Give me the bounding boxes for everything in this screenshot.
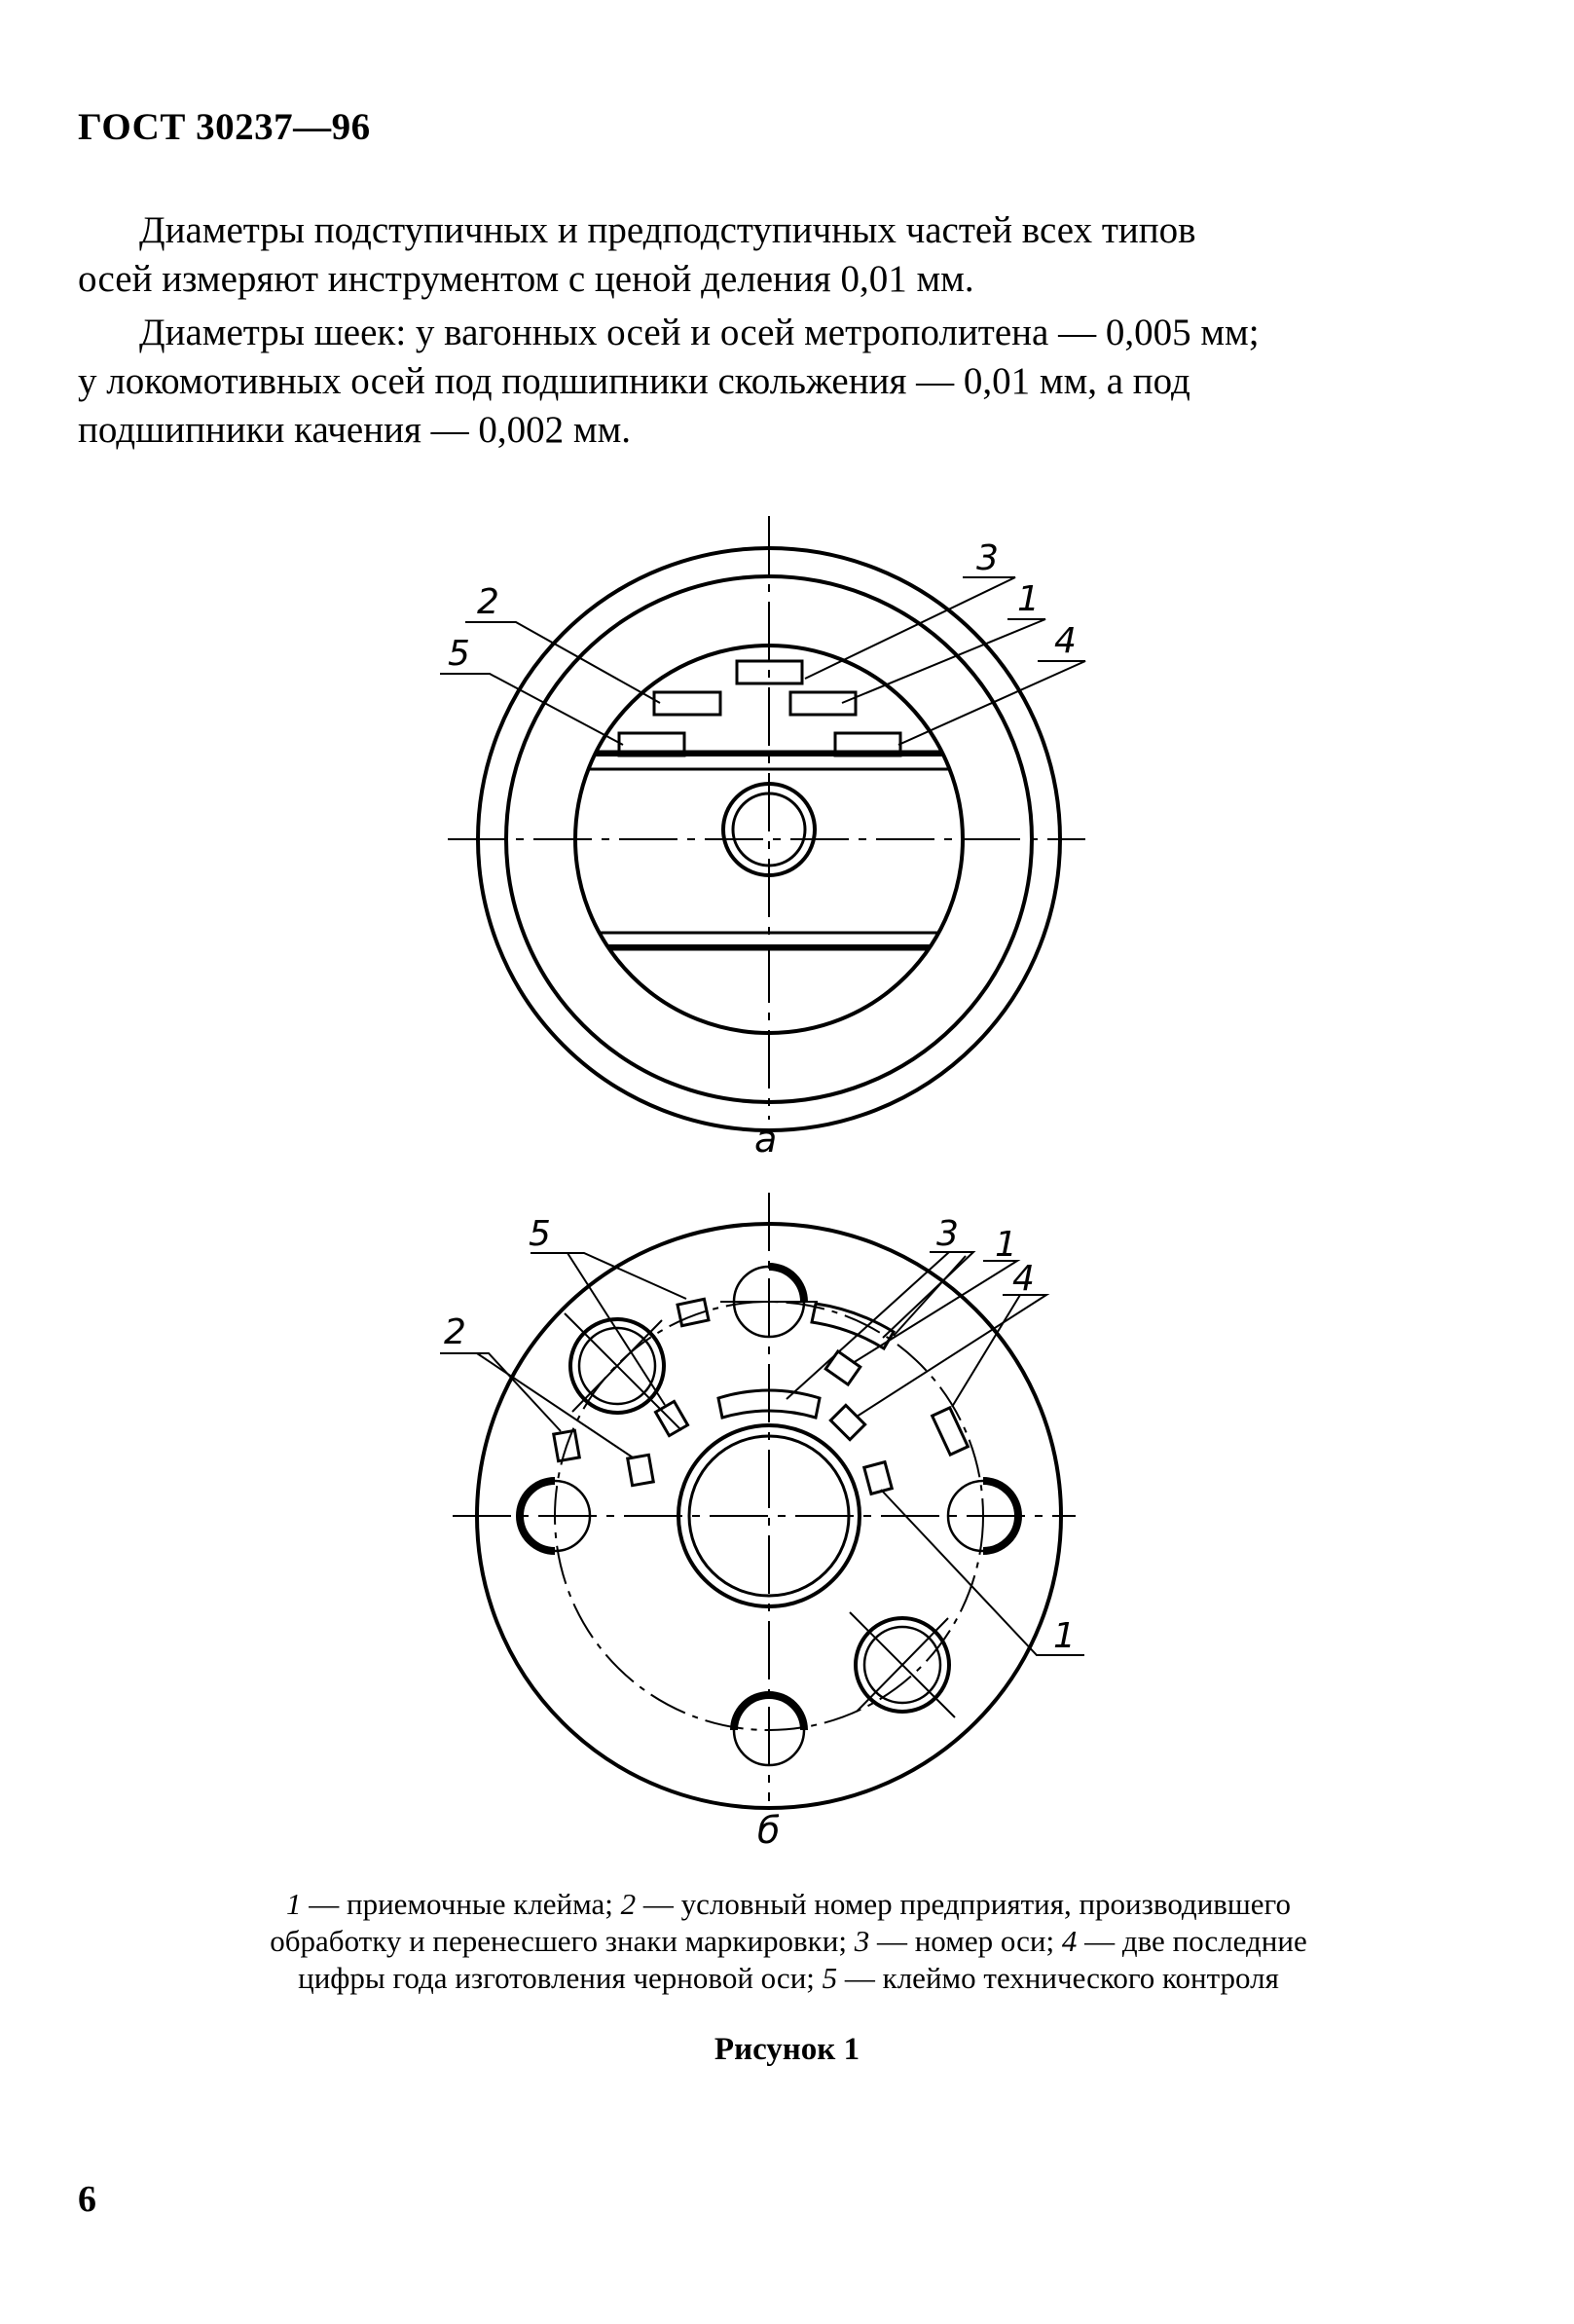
view-a-sublabel: а — [754, 1118, 778, 1161]
view-b-callout-labels — [444, 1214, 1076, 1852]
caption-key-1: 1 — [285, 1887, 302, 1921]
view-b-callout-3: 3 — [936, 1214, 959, 1254]
caption-text-1: — приемочные клейма; — [301, 1887, 621, 1921]
paragraph-2-line-2: у локомотивных осей под подшипники скольжения — 0,01 мм, а под — [78, 360, 1190, 402]
view-b-stamp-tech-control-b — [655, 1401, 687, 1435]
caption-key-4: 4 — [1061, 1924, 1078, 1958]
paragraph-1-line-2: осей измеряют инструментом с ценой деления 0,01 мм. — [78, 258, 974, 300]
view-b-plug-hole-lower-right — [850, 1612, 955, 1717]
caption-key-2: 2 — [620, 1887, 637, 1921]
paragraph-2-line-3: подшипники качения — 0,002 мм. — [78, 409, 631, 451]
view-b-callout-2: 2 — [444, 1312, 466, 1352]
view-b-stamp-year — [933, 1408, 969, 1455]
caption-line-2 — [107, 1923, 1470, 1960]
caption-text-7: — клеймо технического контроля — [837, 1961, 1279, 1995]
figure-caption — [107, 1886, 1470, 1997]
view-a-callout-labels — [448, 538, 1077, 1161]
view-a-callout-1: 1 — [1017, 579, 1040, 619]
figure-title: Рисунок 1 — [714, 2032, 860, 2067]
view-b-stamp-acceptance-b — [830, 1405, 864, 1439]
caption-text-3: обработку и перенесшего знаки маркировки; — [270, 1924, 855, 1958]
view-b-axle-end-drawing — [440, 1193, 1084, 1808]
view-b-sublabel: б — [757, 1809, 781, 1852]
page-number: 6 — [78, 2179, 96, 2220]
view-a-callout-2: 2 — [477, 582, 499, 622]
caption-key-5: 5 — [822, 1961, 838, 1995]
caption-text-5: — две последние — [1077, 1924, 1307, 1958]
paragraph-2-line-1: Диаметры шеек: у вагонных осей и осей метрополитена — 0,005 мм; — [139, 312, 1260, 353]
document-header: ГОСТ 30237—96 — [78, 106, 371, 148]
view-a-callout-5: 5 — [448, 634, 470, 674]
view-b-callout-1-bottom: 1 — [1053, 1616, 1076, 1656]
view-a-axle-end-drawing — [440, 516, 1085, 1130]
caption-line-3 — [107, 1960, 1470, 1997]
caption-line-1 — [107, 1886, 1470, 1923]
paragraph-1-line-1: Диаметры подступичных и предподступичных частей всех типов — [139, 209, 1196, 251]
view-b-callout-4: 4 — [1012, 1259, 1035, 1299]
view-b-callout-5: 5 — [529, 1214, 551, 1254]
view-b-stamp-axle-number-arc — [812, 1304, 894, 1348]
view-b-stamp-acceptance-a — [825, 1351, 860, 1384]
view-b-plug-hole-upper-left — [565, 1313, 681, 1430]
view-a-callout-3: 3 — [976, 538, 999, 578]
caption-key-3: 3 — [854, 1924, 870, 1958]
view-a-stamp-acceptance — [790, 692, 856, 715]
view-b-stamp-acceptance-c — [864, 1462, 892, 1494]
view-b-callout-1-top: 1 — [995, 1225, 1017, 1265]
caption-text-2: — условный номер предприятия, производившего — [636, 1887, 1291, 1921]
view-b-stamp-enterprise-b — [628, 1455, 654, 1485]
caption-text-6: цифры года изготовления черновой оси; — [298, 1961, 823, 1995]
view-a-callout-4: 4 — [1054, 621, 1077, 661]
caption-text-4: — номер оси; — [869, 1924, 1062, 1958]
view-a-stamp-enterprise — [654, 692, 720, 715]
